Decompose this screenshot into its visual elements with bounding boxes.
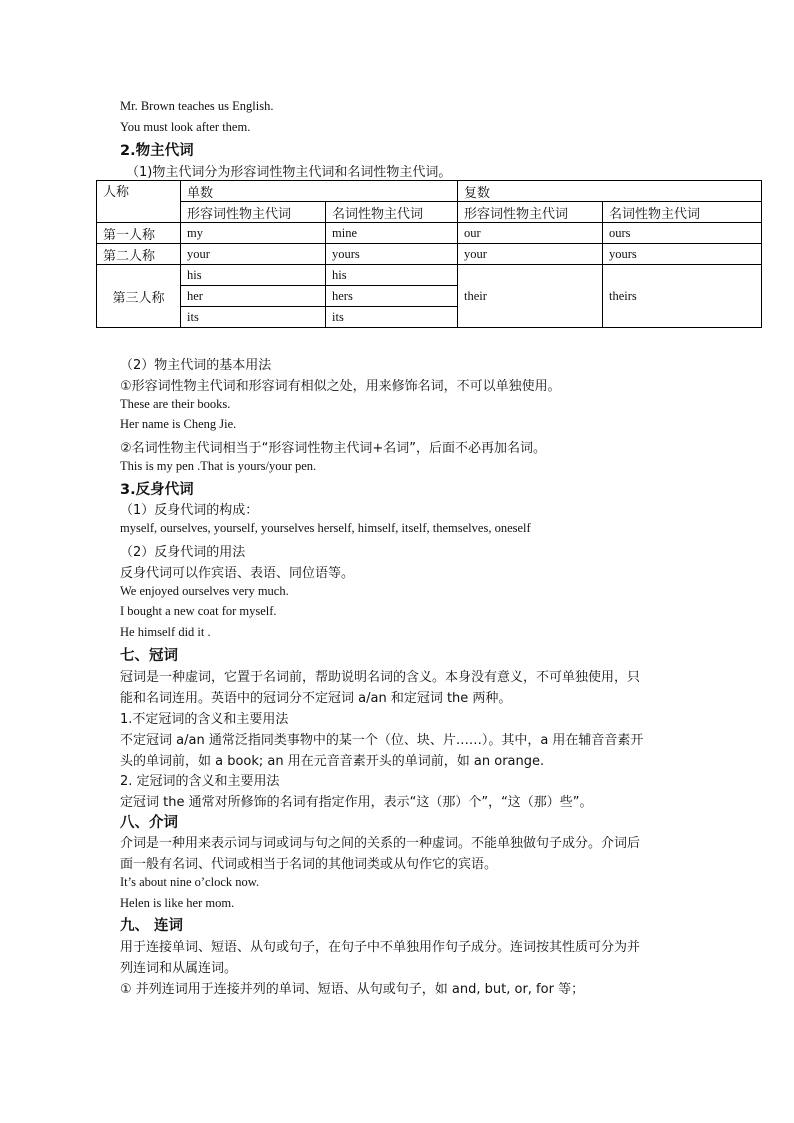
table-cell: yours bbox=[603, 244, 762, 265]
example-sentence: myself, ourselves, yourself, yourselves herself, himself, itself, themselves, oneself bbox=[120, 521, 531, 535]
table-cell: her bbox=[181, 286, 326, 307]
paragraph: 面一般有名词、代词或相当于名词的其他词类或从句作它的宾语。 bbox=[120, 857, 498, 872]
table-row bbox=[97, 265, 762, 286]
example-sentence: This is my pen .That is yours/your pen. bbox=[120, 459, 317, 473]
table-cell: 第三人称 bbox=[97, 265, 181, 328]
paragraph: ②名词性物主代词相当于“形容词性物主代词+名词”，后面不必再加名词。 bbox=[120, 441, 547, 456]
table-row bbox=[97, 244, 762, 265]
possessive-pronoun-table bbox=[96, 180, 762, 328]
table-cell: his bbox=[326, 265, 458, 286]
paragraph: 1.不定冠词的含义和主要用法 bbox=[120, 712, 289, 727]
paragraph: （1）反身代词的构成： bbox=[120, 503, 259, 518]
table-row bbox=[97, 223, 762, 244]
paragraph: 列连词和从属连词。 bbox=[120, 961, 238, 976]
paragraph: （2）物主代词的基本用法 bbox=[120, 358, 272, 373]
example-sentence: I bought a new coat for myself. bbox=[120, 604, 277, 618]
table-header-singular: 单数 bbox=[181, 181, 458, 202]
table-header-person: 人称 bbox=[97, 181, 181, 223]
table-cell: your bbox=[181, 244, 326, 265]
table-cell: 第二人称 bbox=[97, 244, 181, 265]
table-cell: his bbox=[181, 265, 326, 286]
example-sentence: Her name is Cheng Jie. bbox=[120, 417, 237, 431]
table-cell: yours bbox=[326, 244, 458, 265]
table-subheader: 名词性物主代词 bbox=[326, 202, 458, 223]
paragraph: 2. 定冠词的含义和主要用法 bbox=[120, 774, 280, 789]
section-heading: 七、冠词 bbox=[120, 648, 178, 664]
paragraph: ① 并列连词用于连接并列的单词、短语、从句或句子，如 and, but, or, for 等； bbox=[120, 982, 585, 997]
table-cell: my bbox=[181, 223, 326, 244]
table-cell: 第一人称 bbox=[97, 223, 181, 244]
table-cell: their bbox=[458, 265, 603, 328]
table-cell: hers bbox=[326, 286, 458, 307]
section-heading: 2.物主代词 bbox=[120, 143, 194, 159]
paragraph: 不定冠词 a/an 通常泛指同类事物中的某一个（位、块、片……）。其中，a 用在辅音音素开 bbox=[120, 733, 644, 748]
paragraph: 介词是一种用来表示词与词或词与句之间的关系的一种虚词。不能单独做句子成分。介词后 bbox=[120, 836, 641, 851]
table-cell: mine bbox=[326, 223, 458, 244]
table-cell: ours bbox=[603, 223, 762, 244]
table-cell: its bbox=[181, 307, 326, 328]
table-subheader: 名词性物主代词 bbox=[603, 202, 762, 223]
paragraph: 反身代词可以作宾语、表语、同位语等。 bbox=[120, 566, 355, 581]
table-header-plural: 复数 bbox=[458, 181, 762, 202]
section-heading: 八、介词 bbox=[120, 815, 178, 831]
example-sentence: He himself did it . bbox=[120, 625, 211, 639]
table-subheader: 形容词性物主代词 bbox=[181, 202, 326, 223]
paragraph: 定冠词 the 通常对所修饰的名词有指定作用，表示“这（那）个”，“这（那）些”。 bbox=[120, 795, 593, 810]
paragraph: （2）反身代词的用法 bbox=[120, 545, 246, 560]
paragraph: ①形容词性物主代词和形容词有相似之处，用来修饰名词，不可以单独使用。 bbox=[120, 379, 561, 394]
paragraph: 能和名词连用。英语中的冠词分不定冠词 a/an 和定冠词 the 两种。 bbox=[120, 691, 512, 706]
table-subheader: 形容词性物主代词 bbox=[458, 202, 603, 223]
paragraph: 冠词是一种虚词，它置于名词前，帮助说明名词的含义。本身没有意义，不可单独使用，只 bbox=[120, 670, 641, 685]
paragraph: （1)物主代词分为形容词性物主代词和名词性物主代词。 bbox=[126, 165, 452, 180]
section-heading: 3.反身代词 bbox=[120, 482, 194, 498]
table-cell: theirs bbox=[603, 265, 762, 328]
section-heading: 九、 连词 bbox=[120, 918, 184, 934]
paragraph: 头的单词前，如 a book; an 用在元音音素开头的单词前，如 an orange. bbox=[120, 754, 545, 769]
table-cell: its bbox=[326, 307, 458, 328]
example-sentence: Mr. Brown teaches us English. bbox=[120, 99, 274, 113]
example-sentence: We enjoyed ourselves very much. bbox=[120, 584, 289, 598]
example-sentence: Helen is like her mom. bbox=[120, 896, 235, 910]
table-cell: your bbox=[458, 244, 603, 265]
example-sentence: These are their books. bbox=[120, 397, 231, 411]
table-cell: our bbox=[458, 223, 603, 244]
example-sentence: You must look after them. bbox=[120, 120, 251, 134]
example-sentence: It’s about nine o’clock now. bbox=[120, 875, 260, 889]
paragraph: 用于连接单词、短语、从句或句子，在句子中不单独用作句子成分。连词按其性质可分为并 bbox=[120, 940, 641, 955]
